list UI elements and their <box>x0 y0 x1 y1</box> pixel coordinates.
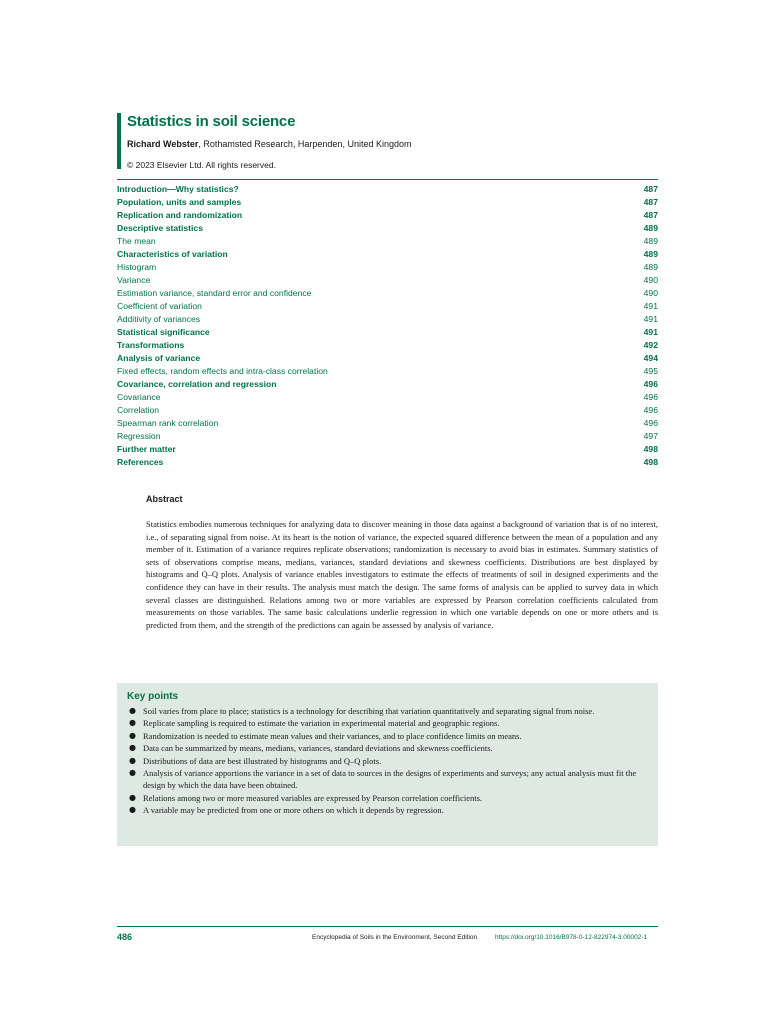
toc-entry[interactable] <box>117 365 658 378</box>
toc-entry-page[interactable]: 491 <box>643 314 658 324</box>
toc-entry[interactable] <box>117 313 658 326</box>
page-number: 486 <box>117 932 133 942</box>
bullet-icon: ● <box>129 768 136 778</box>
table-of-contents <box>117 183 658 469</box>
toc-entry-page[interactable]: 496 <box>643 418 658 428</box>
toc-entry-label[interactable]: Statistical significance <box>117 327 210 337</box>
toc-entry[interactable] <box>117 339 658 352</box>
toc-entry-label[interactable]: Fixed effects, random effects and intra-class correlation <box>117 366 328 376</box>
key-point-item <box>127 742 648 754</box>
toc-entry[interactable] <box>117 222 658 235</box>
toc-entry[interactable] <box>117 235 658 248</box>
toc-entry[interactable] <box>117 261 658 274</box>
toc-entry-page[interactable]: 487 <box>643 210 658 220</box>
toc-entry-label[interactable]: The mean <box>117 236 156 246</box>
key-point-text: Soil varies from place to place; statistics is a technology for describing that variation quantitatively and separating signal from noise. <box>143 706 595 716</box>
key-point-text: Analysis of variance apportions the variance in a set of data to sources in the designs of experiments and surveys; any actual analysis must fit the design by which the data have been obtained. <box>143 768 637 791</box>
toc-entry[interactable] <box>117 326 658 339</box>
toc-entry[interactable] <box>117 378 658 391</box>
toc-entry-page[interactable]: 496 <box>643 379 658 389</box>
toc-entry[interactable] <box>117 404 658 417</box>
bullet-icon: ● <box>129 730 136 740</box>
doi-link[interactable]: https://doi.org/10.1016/B978-0-12-822974-3.00002-1 <box>495 934 648 941</box>
key-points-heading: Key points <box>127 691 179 702</box>
toc-entry[interactable] <box>117 417 658 430</box>
toc-entry[interactable] <box>117 430 658 443</box>
toc-entry[interactable] <box>117 352 658 365</box>
key-point-item <box>127 792 648 804</box>
toc-divider <box>117 179 658 180</box>
toc-entry-page[interactable]: 487 <box>643 184 658 194</box>
toc-entry-label[interactable]: Spearman rank correlation <box>117 418 219 428</box>
toc-entry[interactable] <box>117 456 658 469</box>
key-point-text: Replicate sampling is required to estimate the variation in experimental material and geographic regions. <box>143 718 500 729</box>
toc-entry-label[interactable]: Population, units and samples <box>117 197 242 207</box>
toc-entry[interactable] <box>117 209 658 222</box>
toc-entry-page[interactable]: 487 <box>643 197 658 207</box>
toc-entry-label[interactable]: Characteristics of variation <box>117 249 228 259</box>
key-point-text: A variable may be predicted from one or more others on which it depends by regression. <box>143 805 444 816</box>
abstract-heading: Abstract <box>146 494 183 504</box>
toc-entry-label[interactable]: Further matter <box>117 444 176 454</box>
toc-entry[interactable] <box>117 183 658 196</box>
toc-entry-page[interactable]: 489 <box>643 223 658 233</box>
toc-entry-label[interactable]: Coefficient of variation <box>117 301 202 311</box>
toc-entry-page[interactable]: 489 <box>643 262 658 272</box>
author-affiliation: , Rothamsted Research, Harpenden, United Kingdom <box>198 139 412 149</box>
toc-entry-page[interactable]: 491 <box>643 327 658 337</box>
key-point-item <box>127 755 648 767</box>
toc-entry-label[interactable]: Variance <box>117 275 151 285</box>
toc-entry-label[interactable]: Transformations <box>117 340 185 350</box>
key-point-item <box>127 730 648 742</box>
toc-entry-label[interactable]: Introduction—Why statistics? <box>117 184 239 194</box>
toc-entry-label[interactable]: References <box>117 457 164 467</box>
toc-entry-label[interactable]: Analysis of variance <box>117 353 201 363</box>
toc-entry-page[interactable]: 496 <box>643 405 658 415</box>
author-name: Richard Webster <box>127 139 199 149</box>
abstract-text: Statistics embodies numerous techniques for analyzing data to discover meaning in those data against a background of variation that is of no interest, i.e., of separating signal from noise. At its heart is the notion of variance, the expected squared difference between the mean of a population and any member of it. Estimation of a variance requires replicate observations; randomization is necessary to avoid bias in estimates. Summary statistics of sets of observations comprise means, medians, variances, standard deviations and skewness coefficients. Distributions are best displayed by histograms and Q–Q plots. Analysis of variance enables investigators to estimate the effects of treatments of soil in designed experiments and the confidence they can have in their results. The analysis must match the design. The same forms of analysis can be applied to survey data in which several classes are distinguished. Relations among two or more variables are expressed by Pearson correlation coefficients calculated from measurements on those variables. The same basic calculations underlie regression in which one variable depends on one or more others and is predicted from them, and the strength of the predictions can again be assessed by analysis of variance. <box>146 519 658 630</box>
toc-entry[interactable] <box>117 196 658 209</box>
toc-entry-page[interactable]: 489 <box>643 249 658 259</box>
bullet-icon: ● <box>129 792 136 802</box>
toc-entry-label[interactable]: Correlation <box>117 405 160 415</box>
bullet-icon: ● <box>129 718 136 728</box>
key-point-text: Distributions of data are best illustrated by histograms and Q–Q plots. <box>143 755 382 766</box>
toc-entry-label[interactable]: Covariance <box>117 392 161 402</box>
toc-entry-page[interactable]: 495 <box>643 366 658 376</box>
toc-entry-label[interactable]: Regression <box>117 431 161 441</box>
bullet-icon: ● <box>129 706 136 715</box>
toc-entry-label[interactable]: Additivity of variances <box>117 314 201 324</box>
toc-entry-page[interactable]: 494 <box>643 353 658 363</box>
key-point-item <box>127 804 648 816</box>
article-title: Statistics in soil science <box>127 113 296 130</box>
bullet-icon: ● <box>129 755 136 765</box>
toc-entry-label[interactable]: Histogram <box>117 262 157 272</box>
key-point-text: Randomization is needed to estimate mean values and their variances, and to place confidence limits on means. <box>143 730 522 741</box>
toc-entry[interactable] <box>117 391 658 404</box>
key-point-item <box>127 705 648 717</box>
toc-entry-page[interactable]: 492 <box>643 340 658 350</box>
toc-entry-label[interactable]: Replication and randomization <box>117 210 243 220</box>
title-accent-bar <box>117 113 121 169</box>
bullet-icon: ● <box>129 743 136 753</box>
key-point-text: Relations among two or more measured variables are expressed by Pearson correlation coefficients. <box>143 792 483 803</box>
toc-entry-page[interactable]: 489 <box>643 236 658 246</box>
toc-entry[interactable] <box>117 287 658 300</box>
book-title: Encyclopedia of Soils in the Environment, Second Edition <box>312 934 478 941</box>
key-point-text: Data can be summarized by means, medians, variances, standard deviations and skewness coefficients. <box>143 743 493 754</box>
toc-entry-label[interactable]: Descriptive statistics <box>117 223 203 233</box>
toc-entry-page[interactable]: 490 <box>643 275 658 285</box>
toc-entry-label[interactable]: Covariance, correlation and regression <box>117 379 277 389</box>
key-points-box <box>117 683 658 846</box>
key-points-list <box>127 705 648 817</box>
author-line <box>127 139 411 149</box>
toc-entry[interactable] <box>117 300 658 313</box>
toc-entry-page[interactable]: 497 <box>643 431 658 441</box>
toc-entry-page[interactable]: 496 <box>643 392 658 402</box>
footer-divider <box>117 926 658 927</box>
toc-entry-page[interactable]: 498 <box>643 444 658 454</box>
copyright-notice: © 2023 Elsevier Ltd. All rights reserved. <box>127 160 276 170</box>
key-point-item <box>127 717 648 729</box>
toc-entry-label[interactable]: Estimation variance, standard error and confidence <box>117 288 312 298</box>
toc-entry[interactable] <box>117 274 658 287</box>
toc-entry-page[interactable]: 498 <box>643 457 658 467</box>
bullet-icon: ● <box>129 805 136 815</box>
toc-entry-page[interactable]: 490 <box>643 288 658 298</box>
toc-entry[interactable] <box>117 248 658 261</box>
toc-entry-page[interactable]: 491 <box>643 301 658 311</box>
toc-entry[interactable] <box>117 443 658 456</box>
key-point-item <box>127 767 648 792</box>
